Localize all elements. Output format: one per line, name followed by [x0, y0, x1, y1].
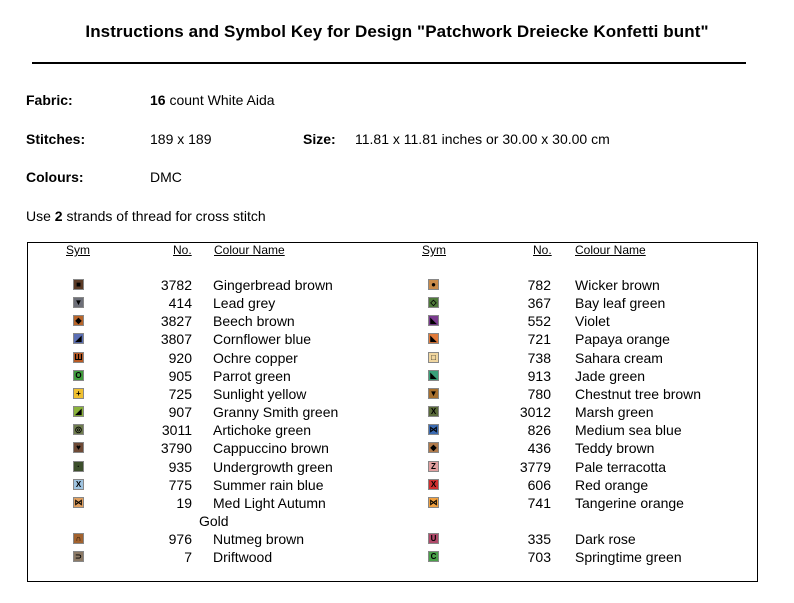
right-symbol-swatch: ◣: [428, 315, 439, 326]
left-colour-name: Parrot green: [213, 368, 291, 384]
right-dmc-number: 335: [527, 531, 551, 547]
left-symbol-swatch: +: [73, 388, 84, 399]
stitches-value: 189 x 189: [150, 131, 212, 147]
right-colour-name: Springtime green: [575, 549, 682, 565]
right-colour-name: Dark rose: [575, 531, 636, 547]
left-symbol-swatch: ·: [73, 461, 84, 472]
left-colour-name: Undergrowth green: [213, 459, 333, 475]
right-symbol-swatch: ⋈: [429, 498, 438, 507]
left-dmc-number: 935: [168, 459, 192, 475]
right-symbol-swatch: ◣: [428, 333, 439, 344]
fabric-label: Fabric:: [26, 92, 73, 108]
left-symbol-swatch: ∩: [73, 533, 84, 544]
left-colour-name-continued: Gold: [199, 513, 229, 529]
left-colour-name: Lead grey: [213, 295, 276, 311]
size-value: 11.81 x 11.81 inches or 30.00 x 30.00 cm: [355, 131, 610, 147]
left-colour-name: Artichoke green: [213, 422, 312, 438]
right-dmc-number: 3012: [519, 404, 551, 420]
right-colour-name: Papaya orange: [575, 331, 670, 347]
right-symbol-swatch: ◆: [428, 442, 439, 453]
left-colour-name: Cappuccino brown: [213, 440, 329, 456]
left-symbol-swatch: ♥: [73, 442, 84, 453]
right-dmc-number: 782: [527, 277, 551, 293]
left-colour-name: Cornflower blue: [213, 331, 312, 347]
right-colour-name: Pale terracotta: [575, 459, 667, 475]
size-label: Size:: [303, 131, 336, 147]
left-dmc-number: 920: [168, 350, 192, 366]
left-symbol-swatch: ◎: [73, 424, 84, 435]
header-no-left: No.: [173, 243, 192, 257]
left-symbol-swatch: X: [73, 479, 84, 490]
left-dmc-number: 725: [168, 386, 192, 402]
left-colour-name: Gingerbread brown: [213, 277, 333, 293]
left-dmc-number: 7: [184, 549, 192, 565]
right-colour-name: Chestnut tree brown: [575, 386, 702, 402]
left-dmc-number: 905: [168, 368, 192, 384]
left-colour-name: Driftwood: [213, 549, 273, 565]
right-symbol-swatch: □: [428, 352, 439, 363]
right-dmc-number: 721: [527, 331, 551, 347]
colours-value: DMC: [150, 169, 182, 185]
right-symbol-swatch: ◇: [428, 297, 439, 308]
page-title: Instructions and Symbol Key for Design "Patchwork Dreiecke Konfetti bunt": [85, 22, 709, 41]
right-dmc-number: 552: [527, 313, 551, 329]
left-dmc-number: 3790: [160, 440, 192, 456]
header-sym-right: Sym: [422, 243, 446, 257]
left-colour-name: Ochre copper: [213, 350, 298, 366]
left-symbol-swatch: ◢: [73, 406, 84, 417]
left-colour-name: Summer rain blue: [213, 477, 324, 493]
right-colour-name: Wicker brown: [575, 277, 660, 293]
header-no-right: No.: [533, 243, 552, 257]
right-symbol-swatch: U: [428, 533, 439, 544]
right-symbol-swatch: ◣: [428, 370, 439, 381]
left-symbol-swatch: ■: [73, 279, 84, 290]
left-symbol-swatch: O: [73, 370, 84, 381]
right-symbol-swatch: C: [428, 551, 439, 562]
right-symbol-swatch: ●: [428, 279, 439, 290]
right-dmc-number: 780: [527, 386, 551, 402]
right-dmc-number: 3779: [519, 459, 551, 475]
left-dmc-number: 19: [176, 495, 192, 511]
fabric-type: count White Aida: [169, 92, 275, 108]
strands-count: 2: [54, 208, 63, 224]
left-colour-name: Sunlight yellow: [213, 386, 307, 402]
left-colour-name: Beech brown: [213, 313, 295, 329]
header-name-left: Colour Name: [214, 243, 285, 257]
right-colour-name: Tangerine orange: [575, 495, 684, 511]
right-colour-name: Red orange: [575, 477, 649, 493]
header-name-right: Colour Name: [575, 243, 646, 257]
right-symbol-swatch: X: [428, 479, 439, 490]
left-dmc-number: 775: [168, 477, 192, 493]
left-dmc-number: 3011: [161, 422, 192, 438]
fabric-count: 16: [150, 92, 166, 108]
right-dmc-number: 826: [527, 422, 551, 438]
right-colour-name: Medium sea blue: [575, 422, 682, 438]
right-colour-name: Teddy brown: [575, 440, 655, 456]
right-symbol-swatch: Z: [428, 461, 439, 472]
left-colour-name: Granny Smith green: [213, 404, 339, 420]
strands-prefix: Use: [26, 208, 51, 224]
left-colour-name: Med Light Autumn: [213, 495, 326, 511]
right-colour-name: Jade green: [575, 368, 646, 384]
right-dmc-number: 606: [527, 477, 551, 493]
right-colour-name: Violet: [575, 313, 610, 329]
right-colour-name: Bay leaf green: [575, 295, 666, 311]
left-symbol-swatch: ⊃: [73, 551, 84, 562]
title-divider: [32, 62, 746, 64]
right-dmc-number: 367: [527, 295, 551, 311]
right-dmc-number: 436: [527, 440, 551, 456]
strands-suffix: strands of thread for cross stitch: [66, 208, 266, 224]
left-symbol-swatch: ◢: [73, 333, 84, 344]
fabric-value: [150, 92, 275, 108]
strands-instruction: [26, 208, 266, 224]
right-symbol-swatch: ⋈: [429, 425, 438, 434]
right-symbol-swatch: X: [428, 406, 439, 417]
colours-label: Colours:: [26, 169, 84, 185]
left-dmc-number: 907: [168, 404, 192, 420]
right-colour-name: Marsh green: [575, 404, 654, 420]
stitches-label: Stitches:: [26, 131, 86, 147]
left-dmc-number: 976: [168, 531, 192, 547]
left-symbol-swatch: ◆: [73, 315, 84, 326]
right-colour-name: Sahara cream: [575, 350, 663, 366]
right-symbol-swatch: ▼: [429, 389, 438, 398]
left-symbol-swatch: ⋈: [74, 498, 83, 507]
left-symbol-swatch: Ш: [74, 353, 83, 362]
header-sym-left: Sym: [66, 243, 90, 257]
right-dmc-number: 741: [527, 495, 551, 511]
right-dmc-number: 913: [527, 368, 551, 384]
left-symbol-swatch: ▼: [74, 298, 83, 307]
left-dmc-number: 3807: [160, 331, 192, 347]
left-dmc-number: 3782: [160, 277, 192, 293]
right-dmc-number: 738: [527, 350, 551, 366]
left-dmc-number: 414: [168, 295, 192, 311]
left-colour-name: Nutmeg brown: [213, 531, 305, 547]
right-dmc-number: 703: [527, 549, 551, 565]
left-dmc-number: 3827: [160, 313, 192, 329]
